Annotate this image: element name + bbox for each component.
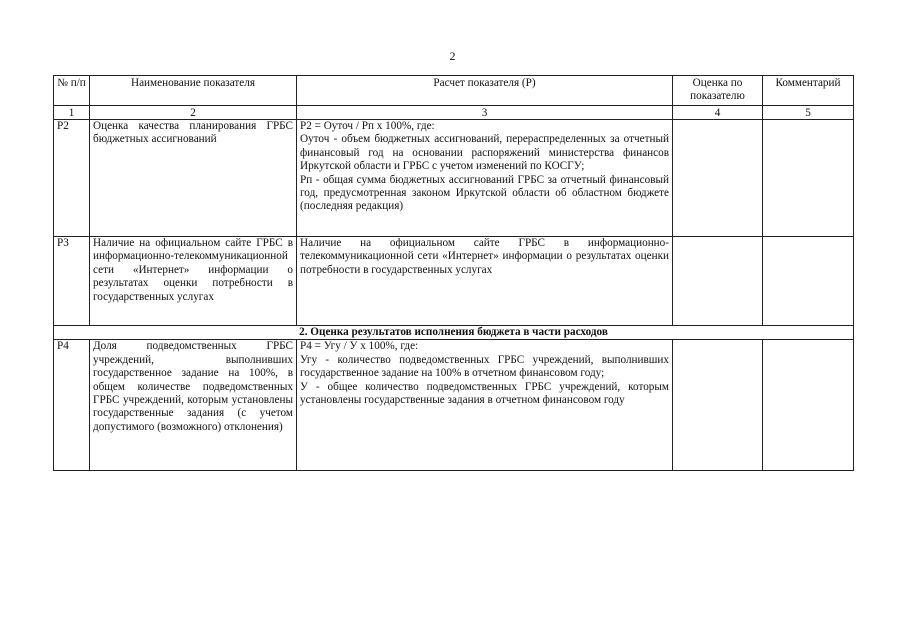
page-number: 2 bbox=[449, 49, 456, 63]
calc-definition: Оуточ - объем бюджетных ассигнований, перераспределенных за отчетный финансовый год на основании распоряжений министерства финансов Иркутской области и ГРБС с учетом изменений по КОСГУ; bbox=[300, 133, 669, 173]
indicators-table bbox=[53, 75, 854, 471]
column-number: 3 bbox=[297, 106, 673, 120]
table-row bbox=[54, 237, 854, 326]
comment-cell bbox=[763, 340, 854, 471]
column-number: 1 bbox=[54, 106, 90, 120]
header-col-score: Оценка по показателю bbox=[673, 76, 763, 106]
score-cell bbox=[673, 237, 763, 326]
column-number: 4 bbox=[673, 106, 763, 120]
column-numbers-row bbox=[54, 106, 854, 120]
row-number: P3 bbox=[54, 237, 90, 326]
table-row bbox=[54, 120, 854, 237]
row-number: P4 bbox=[54, 340, 90, 471]
indicator-name: Доля подведомственных ГРБС учреждений, выполнивших государственное задание на 100%, в общем количестве подведомственных ГРБС учреждений, которым установлены государственные задания (с учетом допустимого (возможного) отклонения) bbox=[90, 340, 297, 471]
calc-definition: У - общее количество подведомственных ГРБС учреждений, которым установлены государственные задания в отчетном финансовом году bbox=[300, 380, 669, 407]
row-number: P2 bbox=[54, 120, 90, 237]
indicator-name: Оценка качества планирования ГРБС бюджетных ассигнований bbox=[90, 120, 297, 237]
comment-cell bbox=[763, 237, 854, 326]
calc-definition: Рп - общая сумма бюджетных ассигнований ГРБС за отчетный финансовый год, предусмотренная законом Иркутской области об областном бюджете (последняя редакция) bbox=[300, 173, 669, 213]
header-col-num: № п/п bbox=[54, 76, 90, 106]
column-number: 5 bbox=[763, 106, 854, 120]
indicator-calculation bbox=[297, 237, 673, 326]
header-col-calc: Расчет показателя (P) bbox=[297, 76, 673, 106]
header-col-name: Наименование показателя bbox=[90, 76, 297, 106]
header-row bbox=[54, 76, 854, 106]
column-number: 2 bbox=[90, 106, 297, 120]
section-header-row bbox=[54, 326, 854, 340]
calc-formula: P2 = Оуточ / Рп х 100%, где: bbox=[300, 120, 435, 132]
section-title: 2. Оценка результатов исполнения бюджета в части расходов bbox=[54, 326, 854, 340]
indicator-calculation bbox=[297, 340, 673, 471]
calc-definition: Угу - количество подведомственных ГРБС учреждений, выполнивших государственное задание на 100% в отчетном финансовом году; bbox=[300, 353, 669, 380]
comment-cell bbox=[763, 120, 854, 237]
header-col-comment: Комментарий bbox=[763, 76, 854, 106]
indicator-calculation bbox=[297, 120, 673, 237]
score-cell bbox=[673, 120, 763, 237]
score-cell bbox=[673, 340, 763, 471]
calc-definition: Наличие на официальном сайте ГРБС в информационно-телекоммуникационной сети «Интернет» информации о результатах оценки потребности в государственных услугах bbox=[300, 237, 669, 276]
calc-formula: P4 = Угу / У х 100%, где: bbox=[300, 340, 419, 353]
table-row bbox=[54, 340, 854, 471]
indicator-name: Наличие на официальном сайте ГРБС в информационно-телекоммуникационной сети «Интернет» информации о результатах оценки потребности в государственных услугах bbox=[90, 237, 297, 326]
